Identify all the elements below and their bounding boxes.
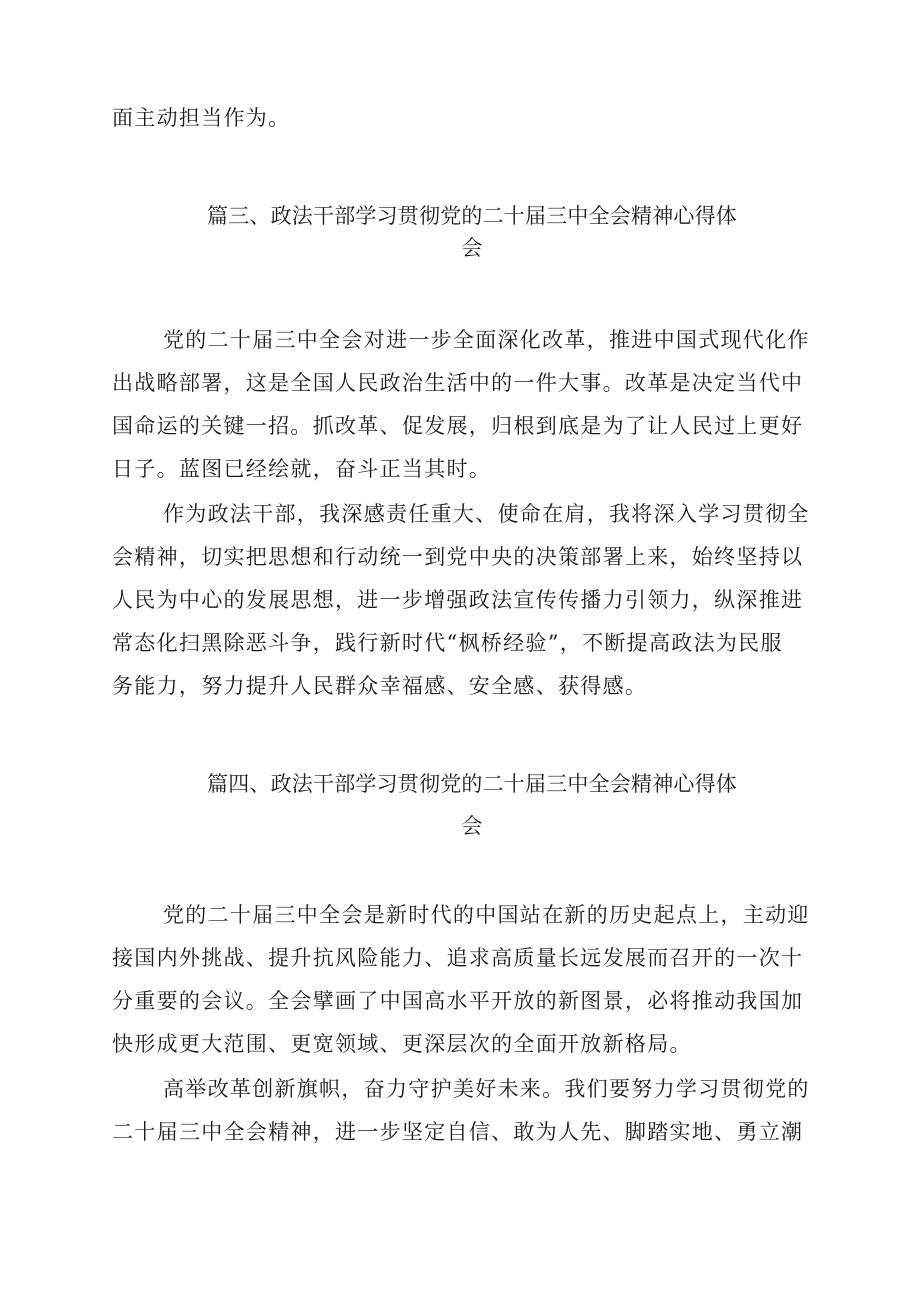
- section3-p2-line: 人民为中心的发展思想，进一步增强政法宣传传播力引领力，纵深推进: [112, 588, 804, 612]
- section3-p2-line: 会精神，切实把思想和行动统一到党中央的决策部署上来，始终坚持以: [112, 545, 804, 569]
- section3-p2-line: 常态化扫黑除恶斗争，践行新时代“枫桥经验”，不断提高政法为民服: [112, 631, 783, 655]
- section4-p1-line: 分重要的会议。全会擘画了中国高水平开放的新图景，必将推动我国加: [112, 989, 804, 1013]
- section3-p1-line: 党的二十届三中全会对进一步全面深化改革，推进中国式现代化作: [163, 328, 810, 352]
- section4-p1-line: 快形成更大范围、更宽领域、更深层次的全面开放新格局。: [112, 1032, 692, 1056]
- section4-p2-line: 二十届三中全会精神，进一步坚定自信、敢为人先、脚踏实地、勇立潮: [112, 1120, 804, 1144]
- section3-p1-line: 日子。蓝图已经绘就，奋斗正当其时。: [112, 457, 492, 481]
- section3-p1-line: 出战略部署，这是全国人民政治生活中的一件大事。改革是决定当代中: [112, 371, 804, 395]
- section3-p2-line: 务能力，努力提升人民群众幸福感、安全感、获得感。: [112, 674, 648, 698]
- section4-p1-line: 接国内外挑战、提升抗风险能力、追求高质量长远发展而召开的一次十: [112, 946, 804, 970]
- section3-p2-line: 作为政法干部，我深感责任重大、使命在肩，我将深入学习贯彻全: [163, 502, 810, 526]
- section4-p1-line: 党的二十届三中全会是新时代的中国站在新的历史起点上，主动迎: [163, 903, 810, 927]
- section3-p1-line: 国命运的关键一招。抓改革、促发展，归根到底是为了让人民过上更好: [112, 414, 804, 438]
- continuation-line: 面主动担当作为。: [112, 106, 291, 130]
- section3-heading-line2: 会: [461, 236, 483, 260]
- section4-p2-line: 高举改革创新旗帜，奋力守护美好未来。我们要努力学习贯彻党的: [163, 1077, 810, 1101]
- section3-heading-line1: 篇三、政法干部学习贯彻党的二十届三中全会精神心得体: [207, 204, 737, 228]
- section4-heading-line1: 篇四、政法干部学习贯彻党的二十届三中全会精神心得体: [207, 772, 737, 796]
- section4-heading-line2: 会: [461, 814, 483, 838]
